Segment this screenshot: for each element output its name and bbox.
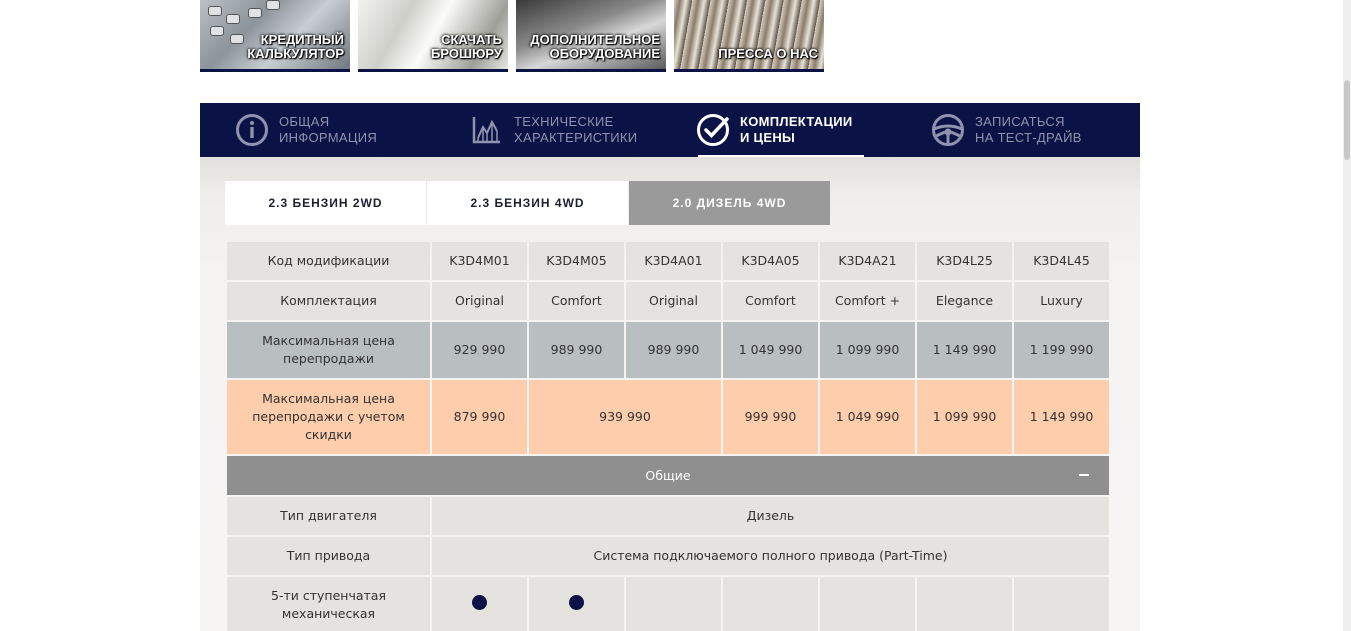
discount-price-cell: 1 099 990 [917,380,1012,454]
page-scrollbar[interactable] [1343,0,1351,631]
table-cell [917,577,1012,631]
table-cell [626,577,721,631]
tab-petrol-2wd[interactable]: 2.3 БЕНЗИН 2WD [225,181,426,225]
credit-calculator-tile[interactable] [200,0,350,72]
table-cell: Original [432,282,527,320]
trims-prices-panel [200,157,1140,631]
table-cell: Система подключаемого полного привода (Part-Time) [432,537,1109,575]
nav-label: КОМПЛЕКТАЦИИ И ЦЕНЫ [740,114,853,145]
tile-caption: ПРЕССА О НАС [718,46,818,61]
nav-tech-specs[interactable] [470,103,637,157]
table-cell: K3D4L45 [1014,242,1109,280]
section-nav [200,103,1140,157]
row-label: Максимальная цена перепродажи с учетом скидки [227,380,430,454]
table-cell: K3D4A01 [626,242,721,280]
nav-label: ТЕХНИЧЕСКИЕ ХАРАКТЕРИСТИКИ [514,114,638,145]
tab-petrol-4wd[interactable]: 2.3 БЕНЗИН 4WD [427,181,628,225]
table-cell: K3D4L25 [917,242,1012,280]
table-cell: K3D4M05 [529,242,624,280]
discount-price-cell: 879 990 [432,380,527,454]
table-cell: K3D4A21 [820,242,915,280]
row-label: Тип двигателя [227,497,430,535]
row-label: Тип привода [227,537,430,575]
section-header-general[interactable] [227,456,1109,495]
price-cell: 1 149 990 [917,322,1012,378]
row-label: Код модификации [227,242,430,280]
table-row [227,242,1109,280]
discount-price-cell: 939 990 [529,380,721,454]
table-cell: Comfort [723,282,818,320]
discount-price-cell: 1 049 990 [820,380,915,454]
tile-caption: КРЕДИТНЫЙ КАЛЬКУЛЯТОР [247,32,344,61]
table-row [227,322,1109,378]
table-cell [1014,577,1109,631]
table-cell: Дизель [432,497,1109,535]
table-row [227,577,1109,631]
price-cell: 1 099 990 [820,322,915,378]
available-dot-icon [569,595,584,610]
table-cell [529,577,624,631]
nav-general-info[interactable] [235,103,377,157]
specs-price-table [225,240,1111,631]
tile-caption: ДОПОЛНИТЕЛЬНОЕ ОБОРУДОВАНИЕ [530,32,660,61]
table-cell: Original [626,282,721,320]
additional-equipment-tile[interactable] [516,0,666,72]
nav-test-drive[interactable] [931,103,1082,157]
nav-label: ЗАПИСАТЬСЯ НА ТЕСТ-ДРАЙВ [975,114,1082,145]
table-row [227,380,1109,454]
section-title: Общие [645,467,691,483]
table-row [227,282,1109,320]
tab-diesel-4wd[interactable]: 2.0 ДИЗЕЛЬ 4WD [629,181,830,225]
table-cell [432,577,527,631]
variant-tabs [225,181,831,225]
table-cell: Comfort + [820,282,915,320]
info-icon [235,113,269,147]
table-cell: Comfort [529,282,624,320]
table-cell [723,577,818,631]
price-cell: 1 049 990 [723,322,818,378]
download-brochure-tile[interactable] [358,0,508,72]
collapse-icon[interactable] [1079,474,1089,476]
scrollbar-thumb[interactable] [1344,80,1350,160]
table-cell [820,577,915,631]
table-row [227,537,1109,575]
table-cell: Luxury [1014,282,1109,320]
available-dot-icon [472,595,487,610]
tile-caption: СКАЧАТЬ БРОШЮРУ [430,32,502,61]
check-circle-icon [696,113,730,147]
row-label: Комплектация [227,282,430,320]
discount-price-cell: 999 990 [723,380,818,454]
price-cell: 989 990 [529,322,624,378]
table-cell: Elegance [917,282,1012,320]
steering-wheel-icon [931,113,965,147]
discount-price-cell: 1 149 990 [1014,380,1109,454]
price-cell: 989 990 [626,322,721,378]
nav-label: ОБЩАЯ ИНФОРМАЦИЯ [279,114,378,145]
row-label: 5-ти ступенчатая механическая [227,577,430,631]
section-header-cell[interactable] [227,456,1109,495]
price-cell: 929 990 [432,322,527,378]
table-row [227,497,1109,535]
press-about-us-tile[interactable] [674,0,824,72]
nav-trims-prices[interactable] [696,103,853,157]
table-cell: K3D4A05 [723,242,818,280]
price-cell: 1 199 990 [1014,322,1109,378]
row-label: Максимальная цена перепродажи [227,322,430,378]
table-cell: K3D4M01 [432,242,527,280]
chart-icon [470,113,504,147]
